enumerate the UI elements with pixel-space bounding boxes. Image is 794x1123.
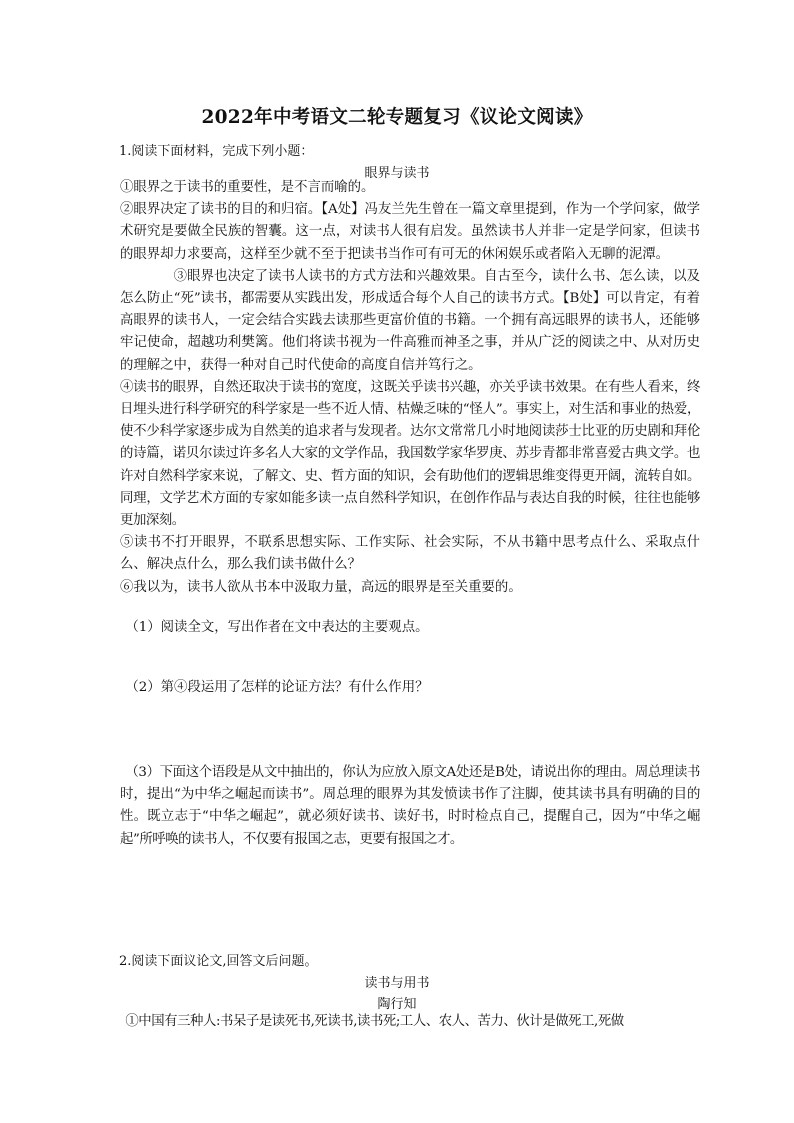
article-1-title: 眼界与读书 [364, 166, 430, 181]
sub-question-1-text: （1）阅读全文，写出作者在文中表达的主要观点。 [125, 620, 429, 635]
article-2-paragraph-1: ①中国有三种人:书呆子是读死书,死读书,读书死;工人、农人、苦力、伙计是做死工,死做 [125, 1014, 624, 1029]
article-2-author: 陶行知 [377, 997, 417, 1012]
question-2-heading: 2.阅读下面议论文,回答文后问题。 [119, 954, 318, 969]
sub-question-1 [120, 617, 700, 639]
question-1-heading: 1.阅读下面材料，完成下列小题： [119, 144, 314, 159]
sub-question-3 [120, 762, 700, 851]
sub-question-2-text: （2）第④段运用了怎样的论证方法？有什么作用？ [125, 680, 429, 695]
article-1-body [120, 177, 700, 599]
paragraph-6: ⑥我以为，读书人欲从书本中汲取力量，高远的眼界是至关重要的。 [120, 579, 522, 595]
paragraph-3: ③眼界也决定了读书人读书的方式方法和兴趣效果。自古至今，读什么书、怎么读，以及怎么防止“死”读书，都需要从实践出发，形成适合每个人自己的读书方式。【B处】可以肯定，有着高眼界的读书人，一定会结合实践去读那些更富价值的书籍。一个拥有高远眼界的读书人，还能够牢记使命，超越功利樊篱。他们将读书视为一件高雅而神圣之事，并从广泛的阅读之中、从对历史的理解之中，获得一种对自己时代使命的高度自信并笃行之。 [120, 268, 700, 373]
paragraph-1: ①眼界之于读书的重要性，是不言而喻的。 [120, 180, 375, 195]
article-2-title: 读书与用书 [364, 976, 430, 991]
sub-question-3-text: （3）下面这个语段是从文中抽出的，你认为应放入原文A处还是B处，请说出你的理由。周总理读书时，提出“为中华之崛起而读书”。周总理的眼界为其发愤读书作了注脚，使其读书具有明确的目的性。既立志于“中华之崛起”，就必须好读书、读好书，时时检点自己，提醒自己，因为“中华之崛起”所呼唤的读书人，不仅要有报国之志，更要有报国之才。 [120, 765, 700, 847]
sub-question-2 [120, 677, 700, 699]
paragraph-4: ④读书的眼界，自然还取决于读书的宽度，这既关乎读书兴趣，亦关乎读书效果。在有些人看来，终日埋头进行科学研究的科学家是一些不近人情、枯燥乏味的“怪人”。事实上，对生活和事业的热爱，使不少科学家逐步成为自然美的追求者与发现者。达尔文常常几小时地阅读莎士比亚的历史剧和拜伦的诗篇，诺贝尔读过许多名人大家的文学作品，我国数学家华罗庚、苏步青都非常喜爱古典文学。也许对自然科学家来说，了解文、史、哲方面的知识，会有助他们的逻辑思维变得更开阔，流转自如。同理，文学艺术方面的专家如能多读一点自然科学知识，在创作作品与表达自我的时候，往往也能够更加深刻。 [120, 379, 700, 529]
page-title: 2022年中考语文二轮专题复习《议论文阅读》 [201, 107, 593, 128]
paragraph-2: ②眼界决定了读书的目的和归宿。【A处】冯友兰先生曾在一篇文章里提到，作为一个学问家，做学术研究是要做全民族的智囊。这一点，对读书人很有启发。虽然读书人并非一定是学问家，但读书的眼界却力求要高，这样至少就不至于把读书当作可有可无的休闲娱乐或者陷入无聊的泥潭。 [120, 202, 700, 262]
article-2-body [120, 1011, 710, 1033]
paragraph-5: ⑤读书不打开眼界，不联系思想实际、工作实际、社会实际，不从书籍中思考点什么、采取点什么、解决点什么，那么我们读书做什么？ [120, 535, 700, 573]
